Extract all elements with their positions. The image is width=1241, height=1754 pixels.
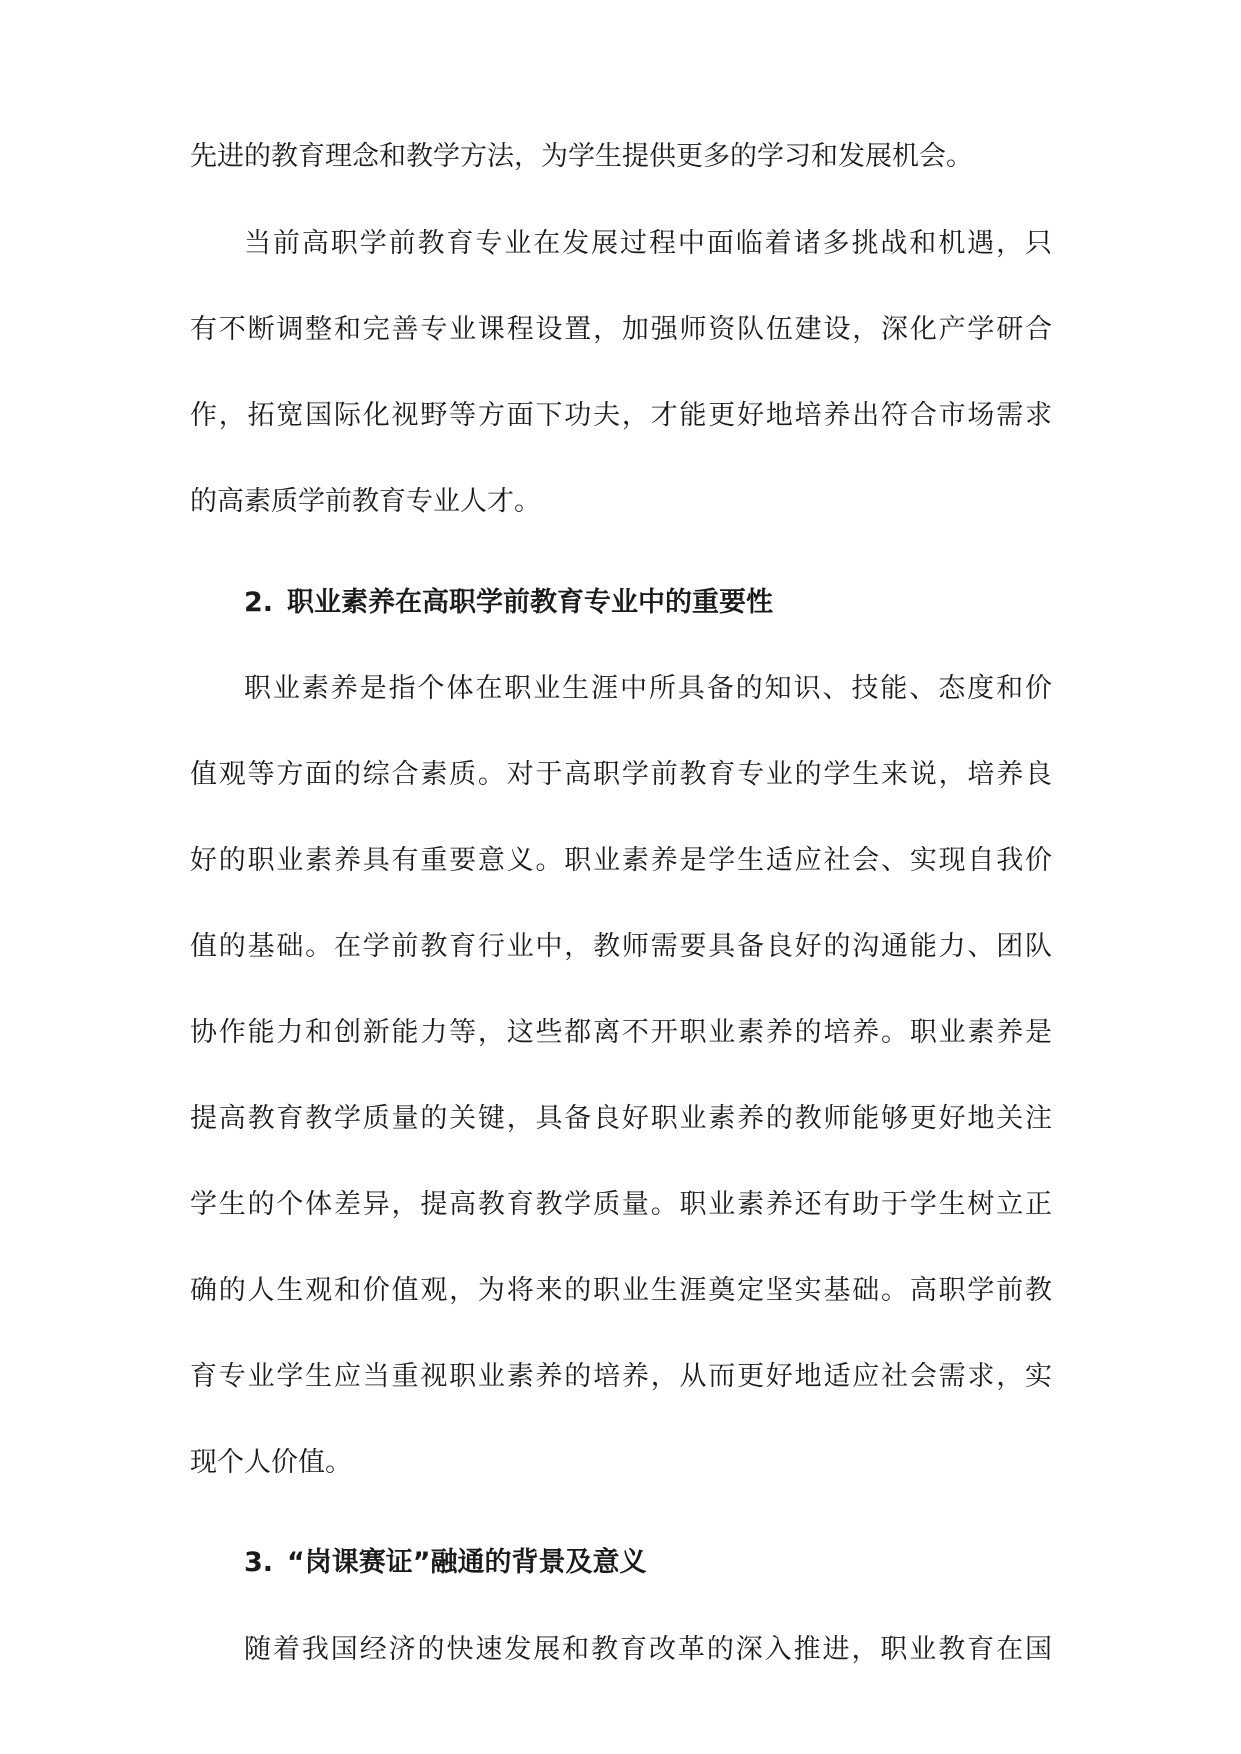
paragraph-line: 确的人生观和价值观，为将来的职业生涯奠定坚实基础。高职学前教 — [190, 1275, 1052, 1306]
section-title: 职业素养在高职学前教育专业中的重要性 — [287, 587, 774, 618]
paragraph-line: 现个人价值。 — [190, 1447, 352, 1478]
paragraph-line: 先进的教育理念和教学方法，为学生提供更多的学习和发展机会。 — [190, 141, 973, 172]
section-heading — [244, 1543, 647, 1583]
paragraph-line: 好的职业素养具有重要意义。职业素养是学生适应社会、实现自我价 — [190, 845, 1052, 876]
paragraph-line: 随着我国经济的快速发展和教育改革的深入推进，职业教育在国 — [244, 1634, 1052, 1665]
section-heading — [244, 583, 773, 623]
section-title: “岗课赛证”融通的背景及意义 — [287, 1547, 647, 1578]
section-number: 3. — [244, 1547, 274, 1578]
section-number: 2. — [244, 587, 274, 618]
paragraph-line: 提高教育教学质量的关键，具备良好职业素养的教师能够更好地关注 — [190, 1103, 1052, 1134]
paragraph-line: 学生的个体差异，提高教育教学质量。职业素养还有助于学生树立正 — [190, 1189, 1052, 1220]
paragraph-line: 协作能力和创新能力等，这些都离不开职业素养的培养。职业素养是 — [190, 1017, 1052, 1048]
paragraph-line: 值的基础。在学前教育行业中，教师需要具备良好的沟通能力、团队 — [190, 931, 1052, 962]
paragraph-line: 职业素养是指个体在职业生涯中所具备的知识、技能、态度和价 — [244, 673, 1052, 704]
paragraph-line: 当前高职学前教育专业在发展过程中面临着诸多挑战和机遇，只 — [244, 228, 1052, 259]
paragraph-line: 育专业学生应当重视职业素养的培养，从而更好地适应社会需求，实 — [190, 1361, 1052, 1392]
paragraph-line: 作，拓宽国际化视野等方面下功夫，才能更好地培养出符合市场需求 — [190, 400, 1052, 431]
paragraph-line: 有不断调整和完善专业课程设置，加强师资队伍建设，深化产学研合 — [190, 314, 1052, 345]
paragraph-line: 的高素质学前教育专业人才。 — [190, 486, 541, 517]
paragraph-line: 值观等方面的综合素质。对于高职学前教育专业的学生来说，培养良 — [190, 759, 1052, 790]
